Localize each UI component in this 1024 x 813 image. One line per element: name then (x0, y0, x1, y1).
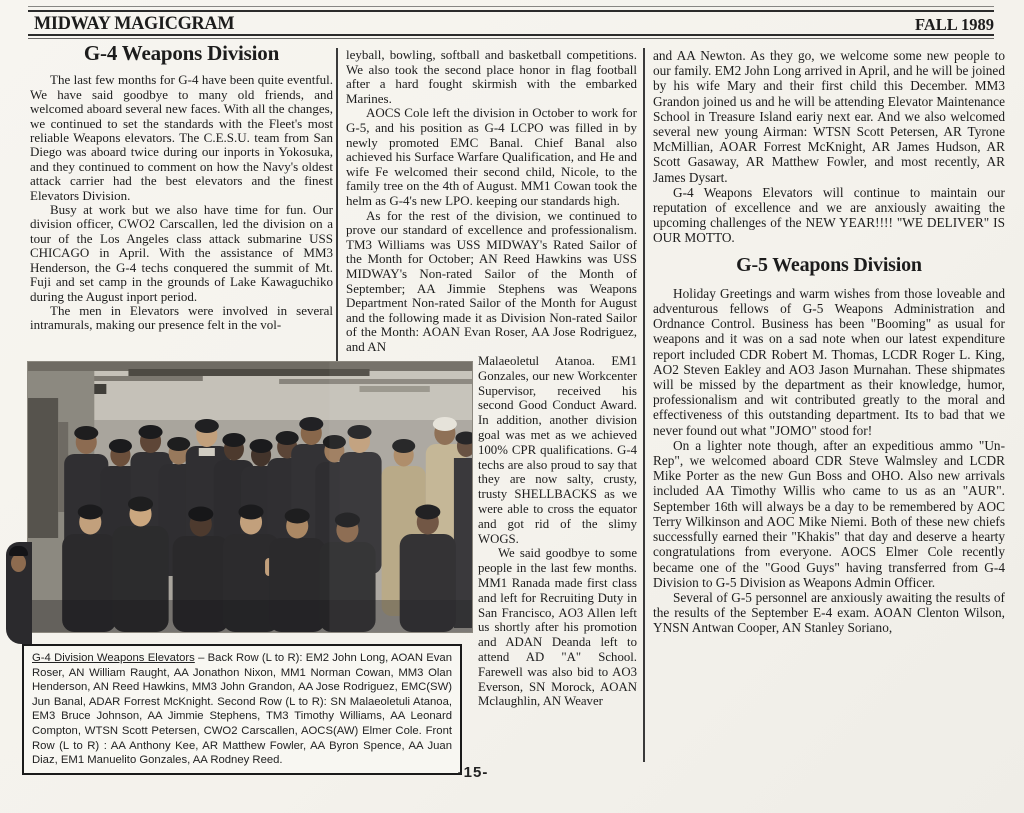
issue-date: FALL 1989 (915, 15, 994, 34)
paragraph: We said goodbye to some people in the last few months. MM1 Ranada made first class and left for Recruiting Duty in San Francisco, AO3 Allen left us shortly after his promotion and ADAN Deanda left to attend AD "A" School. Farewell was also bid to AO3 Everson, SN Morock, AOAN Mclaughlin, AN Weaver (478, 546, 637, 709)
g4-column-2-narrow (478, 354, 637, 709)
group-photo (28, 362, 472, 632)
caption-text: – Back Row (L to R): EM2 John Long, AOAN Evan Roser, AN William Raught, AA Jonathon Nixon, MM1 Norman Cowan, MM3 Olan Henderson, AN Reed Hawkins, MM3 John Grandon, AA Jose Rodriguez, EMC(SW) Jun Banal, ADAR Forrest McKnight. Second Row (L to R): SN Malaeoletuli Atanoa, EM3 Bruce Johnson, AA Jimmie Stephens, TM3 Timothy Williams, AA Leonard Compton, WTSN Scott Petersen, CWO2 Carscallen, AOCS(AW) Elmer Cole. Front Row (L to R) : AA Anthony Kee, AR Matthew Fowler, AA Byron Spence, AA Juan Diaz, EM1 Manuelito Gonzales, AA Rodney Reed. (32, 652, 452, 767)
g4-heading: G-4 Weapons Division (83, 41, 280, 65)
masthead-rule-bottom-thin (28, 38, 994, 39)
paragraph: Several of G-5 personnel are anxiously awaiting the results of the results of the September E-4 exam. AOAN Clenton Wilson, YNSN Antwan Cooper, AN Stanley Soriano, (653, 589, 1005, 636)
paragraph: Holiday Greetings and warm wishes from those loveable and adventurous fellows of G-5 Weapons Administration and Ordnance Control. Business has been "Booming" as usual for weapons and it was on a sad note when our latest expenditure report included CDR Robert M. Thomas, LCDR Roger L. King, AO2 Steven Eakley and AO3 Jason Murnahan. These shipmates will be missed by the department as their knowledge, humor, professionalism and wit contributed greatly to the moral and effectiveness of this outstanding department. Its to bad that we never found out what "JOMO" stood for! (653, 285, 1005, 438)
column-divider-1 (336, 48, 338, 365)
paragraph: The last few months for G-4 have been quite eventful. We have said goodbye to many old friends, and welcomed aboard several new faces. With all the changes, we continued to set the standards with the Fleet's most reliable Weapons elevators. The C.E.S.U. team from San Diego was aboard twice during our inports in Yokosuka, and they continued to comment on how the Navy's oldest attack carrier had the best elevators and the finest Elevators Division. (30, 72, 333, 203)
photo-edge-figure (6, 542, 32, 644)
paragraph: Malaeoletul Atanoa. EM1 Gonzales, our new Workcenter Supervisor, received his second Good Conduct Award. In addition, another division goal was met as we achieved 100% CPR qualifications. G-4 techs are also proud to say that they are now salty, crusty, trusty SHELLBACKS as we were able to cross the equator and got rid of the slimy WOGS. (478, 354, 637, 546)
newsletter-title: MIDWAY MAGICGRAM (34, 13, 235, 34)
g4-column-2 (346, 48, 637, 354)
g4-column-1 (30, 41, 333, 333)
masthead-rule-bottom (28, 34, 994, 36)
paragraph: AOCS Cole left the division in October to work for G-5, and his position as G-4 LCPO was filled in by newly promoted EMC Banal. Chief Banal also achieved his Surface Warfare Qualification, and He and wife Fe welcomed their second child, Nicole, to the family tree on the 4th of August. MM1 Cowan took the helm as G-4's new LPO. keeping our standards high. (346, 105, 637, 208)
paragraph: The men in Elevators were involved in several intramurals, making our presence felt in the vol- (30, 302, 333, 333)
paragraph: G-4 Weapons Elevators will continue to maintain our reputation of excellence and we are anxiously awaiting the upcoming challenges of the NEW YEAR!!!! "WE DELIVER" IS OUR MOTTO. (653, 184, 1005, 246)
g5-heading: G-5 Weapons Division (736, 253, 922, 276)
paragraph: On a lighter note though, after an expeditious ammo "Un-Rep", we welcomed aboard CDR Steve Walmsley and LCDR Mike Porter as the new Gun Boss and OHO. Also new arrivals included AA Timothy Willis who came to us as an "AUR". September 16th will always be a day to be remembered by AOC Terry Wilkinson and AOC Mike Niemi. Both of these new chiefs successfully earned their "Khakis" that day and deserve a hearty congratulations from everyone. AOCS Elmer Cole recently became one of the "Good Guys" having transferred from G-4 Division to G-5 Division as Weapons Admin Officer. (653, 437, 1005, 590)
photo-caption-box (22, 644, 462, 775)
page-number: -15- (457, 764, 489, 781)
paragraph: leyball, bowling, softball and basketball competitions. We also took the second place honor in flag football after a hard fought skirmish with the embarked Marines. (346, 47, 637, 106)
caption-lead: G-4 Division Weapons Elevators (32, 652, 195, 664)
paragraph: As for the rest of the division, we continued to prove our standard of excellence and professionalism. TM3 Williams was USS MIDWAY's Rated Sailor of the Month for October; AN Reed Hawkins was USS MIDWAY's Non-rated Sailor of the Month of September; AA Jimmie Stephens was Weapons Department Non-rated Sailor of the Month for August and the following made it as Division Non-rated Sailor of the Month: AOAN Evan Roser, AA Jose Rodriguez, and AN (346, 207, 637, 354)
column-divider-2 (643, 48, 645, 762)
masthead-rule-top (28, 10, 994, 12)
paragraph: Busy at work but we also have time for fun. Our division officer, CWO2 Carscallen, led the division on a tour of the Los Angeles class attack submarine USS CHICAGO in April. With the assistance of MM3 Henderson, the G-4 techs conquered the summit of Mt. Fuji and set camp in the grounds of Lake Kawaguchiko during the August inport period. (30, 202, 333, 304)
column-3 (653, 48, 1005, 636)
masthead-rule-top-thin (28, 6, 994, 7)
paragraph: and AA Newton. As they go, we welcome some new people to our family. EM2 John Long arrived in April, and he will be joined by his wife Mary and their first child this December. MM3 Grandon joined us and he will be attending Elevator Maintenance School in Treasure Island eariy next ear. And we also welcomed several new young Airman: WTSN Scott Petersen, AR Tyrone McMillian, AOAR Forrest McKnight, AR James Hudson, AR Scott Gasaway, AR Matthew Fowler, and most recently, AR James Dysart. (653, 48, 1005, 185)
